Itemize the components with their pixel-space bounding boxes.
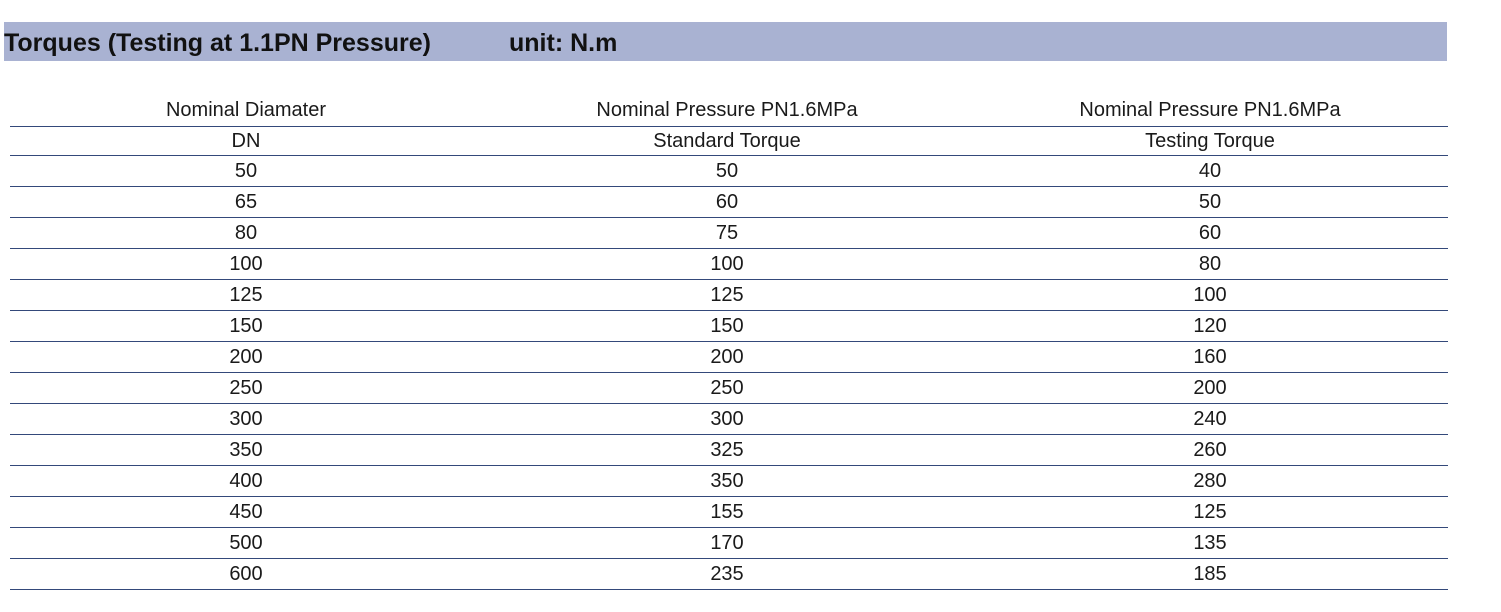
cell-dn: 250 xyxy=(10,373,482,404)
header-testing-torque: Testing Torque xyxy=(972,127,1448,156)
cell-standard-torque: 325 xyxy=(482,435,972,466)
cell-testing-torque: 280 xyxy=(972,466,1448,497)
cell-dn: 400 xyxy=(10,466,482,497)
cell-testing-torque: 135 xyxy=(972,528,1448,559)
header-pressure-testing: Nominal Pressure PN1.6MPa xyxy=(972,94,1448,127)
cell-standard-torque: 235 xyxy=(482,559,972,590)
table-row xyxy=(10,342,1448,373)
table-row xyxy=(10,218,1448,249)
cell-dn: 100 xyxy=(10,249,482,280)
cell-standard-torque: 170 xyxy=(482,528,972,559)
cell-dn: 150 xyxy=(10,311,482,342)
cell-standard-torque: 155 xyxy=(482,497,972,528)
table-row xyxy=(10,311,1448,342)
cell-standard-torque: 250 xyxy=(482,373,972,404)
cell-dn: 65 xyxy=(10,187,482,218)
cell-testing-torque: 200 xyxy=(972,373,1448,404)
cell-dn: 450 xyxy=(10,497,482,528)
table-row xyxy=(10,528,1448,559)
table-row xyxy=(10,373,1448,404)
cell-dn: 80 xyxy=(10,218,482,249)
header-dn: DN xyxy=(10,127,482,156)
torque-table xyxy=(10,94,1448,590)
cell-dn: 500 xyxy=(10,528,482,559)
cell-testing-torque: 80 xyxy=(972,249,1448,280)
cell-standard-torque: 350 xyxy=(482,466,972,497)
cell-testing-torque: 60 xyxy=(972,218,1448,249)
table-row xyxy=(10,497,1448,528)
cell-standard-torque: 125 xyxy=(482,280,972,311)
header-nominal-diameter: Nominal Diamater xyxy=(10,94,482,127)
cell-testing-torque: 185 xyxy=(972,559,1448,590)
header-pressure-standard: Nominal Pressure PN1.6MPa xyxy=(482,94,972,127)
cell-testing-torque: 160 xyxy=(972,342,1448,373)
cell-standard-torque: 50 xyxy=(482,156,972,187)
header-row-2 xyxy=(10,127,1448,156)
header-standard-torque: Standard Torque xyxy=(482,127,972,156)
table-row xyxy=(10,559,1448,590)
table-title: Torques (Testing at 1.1PN Pressure) xyxy=(4,29,431,57)
cell-testing-torque: 100 xyxy=(972,280,1448,311)
cell-standard-torque: 200 xyxy=(482,342,972,373)
table-row xyxy=(10,404,1448,435)
header-row-1 xyxy=(10,94,1448,127)
cell-dn: 350 xyxy=(10,435,482,466)
table-row xyxy=(10,435,1448,466)
cell-standard-torque: 300 xyxy=(482,404,972,435)
cell-testing-torque: 125 xyxy=(972,497,1448,528)
cell-testing-torque: 120 xyxy=(972,311,1448,342)
cell-testing-torque: 50 xyxy=(972,187,1448,218)
cell-standard-torque: 150 xyxy=(482,311,972,342)
table-row xyxy=(10,156,1448,187)
cell-dn: 300 xyxy=(10,404,482,435)
table-row xyxy=(10,187,1448,218)
table-row xyxy=(10,280,1448,311)
cell-standard-torque: 100 xyxy=(482,249,972,280)
cell-standard-torque: 60 xyxy=(482,187,972,218)
table-row xyxy=(10,466,1448,497)
cell-dn: 600 xyxy=(10,559,482,590)
cell-dn: 200 xyxy=(10,342,482,373)
table-row xyxy=(10,249,1448,280)
cell-testing-torque: 260 xyxy=(972,435,1448,466)
cell-dn: 50 xyxy=(10,156,482,187)
cell-testing-torque: 40 xyxy=(972,156,1448,187)
cell-standard-torque: 75 xyxy=(482,218,972,249)
unit-label: unit: N.m xyxy=(509,29,618,57)
cell-dn: 125 xyxy=(10,280,482,311)
cell-testing-torque: 240 xyxy=(972,404,1448,435)
